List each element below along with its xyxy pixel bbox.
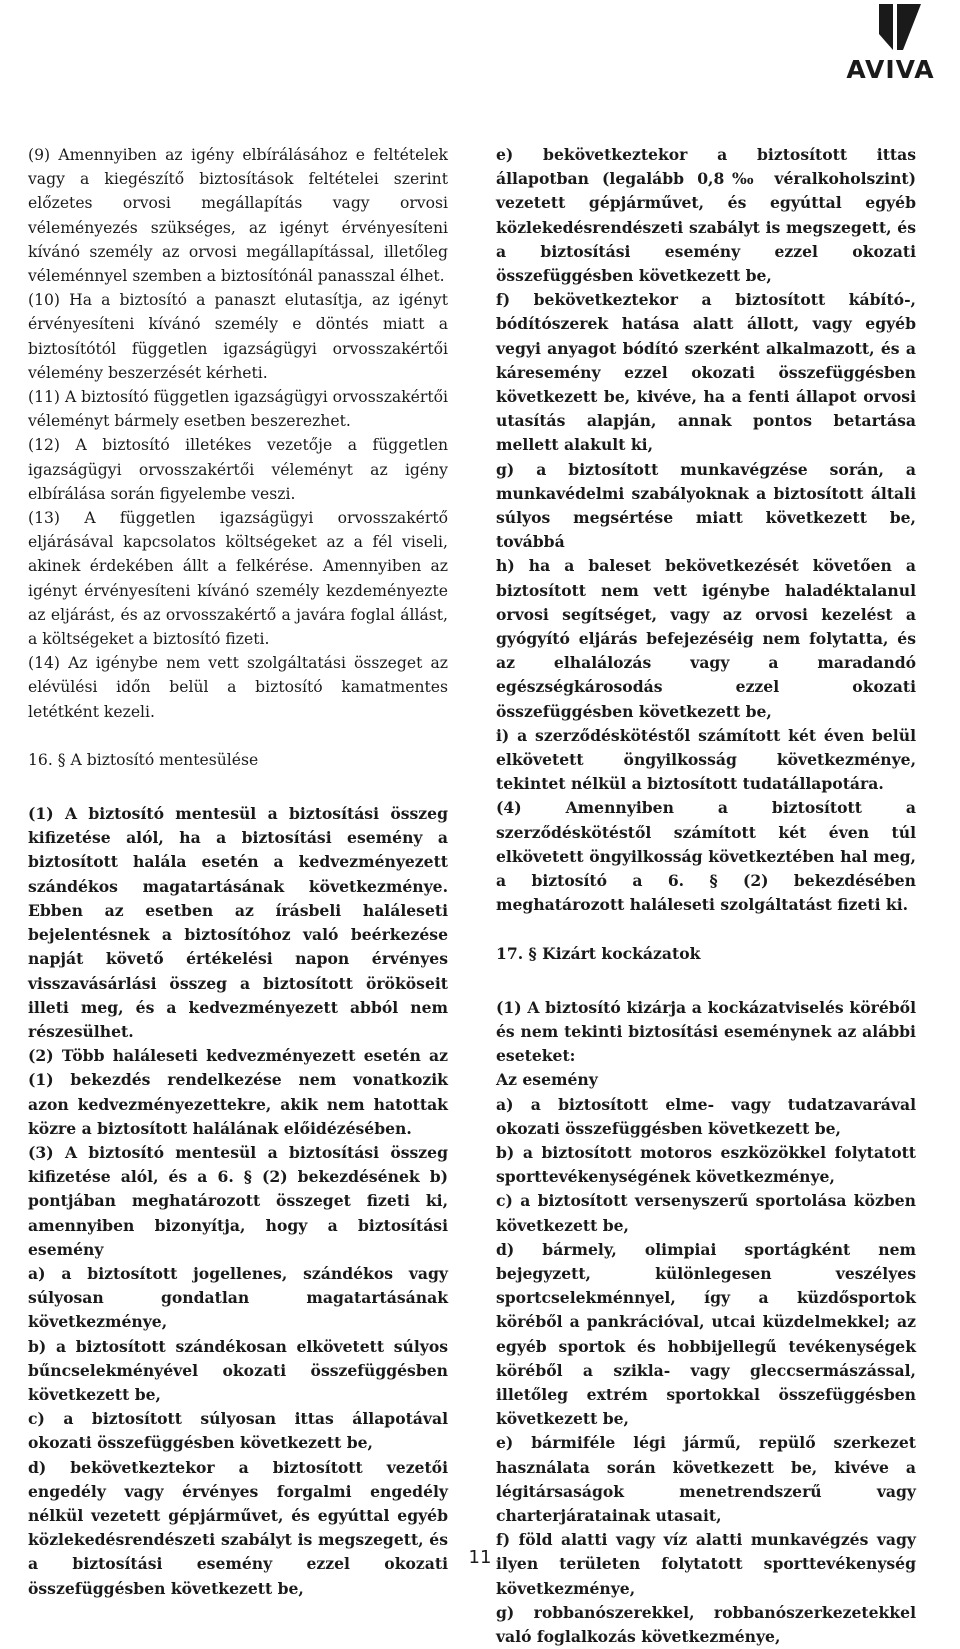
section-17-para-1: (1) A biztosító kizárja a kockázatviselés köréből és nem tekinti biztosítási eseménynek az alábbi eseteket:: [496, 997, 916, 1066]
section-16-para-4: (4) Amennyiben a biztosított a szerződéskötéstől számított két éven túl elkövetett öngyilkosság következtében hal meg, a biztosító a 6. § (2) bekezdésében meghatározott haláleseti szolgáltatást fizeti ki.: [496, 798, 916, 915]
section-16-heading: 16. § A biztosító mentesülése: [28, 750, 259, 769]
left-column: [28, 143, 448, 1601]
section-17-item-g: g) robbanószerekkel, robbanószerkezetekkel való foglalkozás következménye,: [496, 1602, 916, 1646]
section-16-item-g: g) a biztosított munkavégzése során, a munkavédelmi szabályoknak a biztosított általi súlyos megsértése miatt következett be, továbbá: [496, 459, 916, 552]
section-17-item-b: b) a biztosított motoros eszközökkel folytatott sporttevékenységének következménye,: [496, 1142, 916, 1187]
section-17-intro: Az esemény: [496, 1070, 598, 1090]
aviva-logo-text: AVIVA: [846, 55, 935, 84]
section-16-item-d: d) bekövetkeztekor a biztosított vezetői engedély vagy érvényes forgalmi engedély nélkül vezetett gépjárművet, és egyúttal egyéb közlekedésrendészeti szabályt is megszegett, és a biztosítási esemény ezzel okozati összefüggésben következett be,: [28, 1457, 448, 1598]
section-17-item-f: f) föld alatti vagy víz alatti munkavégzés vagy ilyen területen folytatott sporttevékenység következménye,: [496, 1530, 916, 1598]
section-16-item-c: c) a biztosított súlyosan ittas állapotával okozati összefüggésben következett be,: [28, 1409, 448, 1453]
section-17-heading: 17. § Kizárt kockázatok: [496, 943, 701, 963]
paragraph-11: (11) A biztosító független igazságügyi orvosszakértői véleményt bármely esetben beszerezhet.: [28, 388, 448, 431]
section-16-para-3: (3) A biztosító mentesül a biztosítási összeg kifizetése alól, és a 6. § (2) bekezdésének b) pontjában meghatározott összeget fizeti ki, amennyiben bizonyítja, hogy a biztosítási esemény: [28, 1142, 448, 1259]
section-16-item-a: a) a biztosított jogellenes, szándékos vagy súlyosan gondatlan magatartásának következménye,: [28, 1263, 448, 1332]
paragraph-9: (9) Amennyiben az igény elbírálásához e feltételek vagy a kiegészítő biztosítások feltételei szerint előzetes orvosi megállapítás vagy orvosi véleményezés szükséges, az igényt érvényesíteni kívánó személy az orvosi megállapítással, illetőleg véleménnyel szemben a biztosítónál panasszal élhet.: [28, 146, 448, 286]
right-column: [496, 143, 916, 1649]
section-16-para-1: (1) A biztosító mentesül a biztosítási összeg kifizetése alól, ha a biztosítási esemény a biztosított halála esetén a kedvezményezett szándékos magatartásának következménye. Ebben az esetben az írásbeli haláleseti bejelentésnek a biztosítóhoz való beérkezése napját követő értékelési napon érvényes visszavásárlási összeg a biztosított örököseit illeti meg, és a kedvezményezett abból nem részesülhet.: [28, 804, 448, 1041]
paragraph-13: (13) A független igazságügyi orvosszakértő eljárásával kapcsolatos költségeket az a fél viseli, akinek érdekében állt a felkérése. Amennyiben az igényt érvényesíteni kívánó személy kezdeményezte az eljárást, és az orvosszakértő a javára foglal állást, a költségeket a biztosító fizeti.: [28, 509, 448, 649]
section-16-item-i: i) a szerződéskötéstől számított két éven belül elkövetett öngyilkosság következménye, tekintet nélkül a biztosított tudatállapotára.: [496, 725, 916, 794]
aviva-logo-mark-icon: [875, 4, 925, 50]
section-16-item-f: f) bekövetkeztekor a biztosított kábító-, bódítószerek hatása alatt állott, vagy egyéb vegyi anyagot bódító szerként alkalmazott, és a káresemény ezzel okozati összefüggésben következett be, kivéve, ha a fenti állapot orvosi utasítás alapján, annak pontos betartása mellett alakult ki,: [496, 290, 916, 455]
section-17-item-a: a) a biztosított elme- vagy tudatzavarával okozati összefüggésben következett be,: [496, 1094, 916, 1138]
section-17-item-d: d) bármely, olimpiai sportágként nem bejegyzett, különlegesen veszélyes sportcselekménnyel, így a küzdősportok köréből a pankrációval, utcai küzdelmekkel; az egyéb sportok és hobbijellegű tevékenységek köréből a szikla- vagy gleccsermászással, illetőleg extrém sportokkal összefüggésben következett be,: [496, 1239, 916, 1429]
section-16-para-2: (2) Több haláleseti kedvezményezett esetén az (1) bekezdés rendelkezése nem vonatkozik azon kedvezményezettekre, akik nem hatottak közre a biztosított halálának előidézésében.: [28, 1046, 448, 1138]
paragraph-10: (10) Ha a biztosító a panaszt elutasítja, az igényt érvényesíteni kívánó személy e döntés miatt a biztosítótól független igazságügyi orvosszakértői vélemény beszerzését kérheti.: [28, 291, 448, 382]
section-16-item-h: h) ha a baleset bekövetkezését követően a biztosított nem vett igénybe haladéktalanul orvosi segítséget, vagy az orvosi kezelést a gyógyító eljárás befejezéséig nem folytatta, és az elhalálozás vagy a maradandó egészségkárosodás ezzel okozati összefüggésben következett be,: [496, 556, 916, 721]
section-17-item-e: e) bármiféle légi jármű, repülő szerkezet használata során következett be, kivéve a légitársaságok menetrendszerű vagy charterjáratainak utasait,: [496, 1433, 916, 1525]
section-17-item-c: c) a biztosított versenyszerű sportolása közben következett be,: [496, 1191, 916, 1235]
section-16-item-e: e) bekövetkeztekor a biztosított ittas állapotban (legalább 0,8‰ véralkoholszint) vezetett gépjárművet, és egyúttal egyéb közlekedésrendészeti szabályt is megszegett, és a biztosítási esemény ezzel okozati összefüggésben következett be,: [496, 145, 916, 286]
paragraph-12: (12) A biztosító illetékes vezetője a független igazságügyi orvosszakértői véleményt az igény elbírálása során figyelembe veszi.: [28, 436, 448, 503]
page-number: 11: [468, 1547, 492, 1568]
aviva-logo: [838, 4, 943, 84]
paragraph-14: (14) Az igénybe nem vett szolgáltatási összeget az elévülési időn belül a biztosító kamatmentes letétként kezeli.: [28, 654, 448, 721]
section-16-item-b: b) a biztosított szándékosan elkövetett súlyos bűncselekményével okozati összefüggésben következett be,: [28, 1336, 448, 1404]
